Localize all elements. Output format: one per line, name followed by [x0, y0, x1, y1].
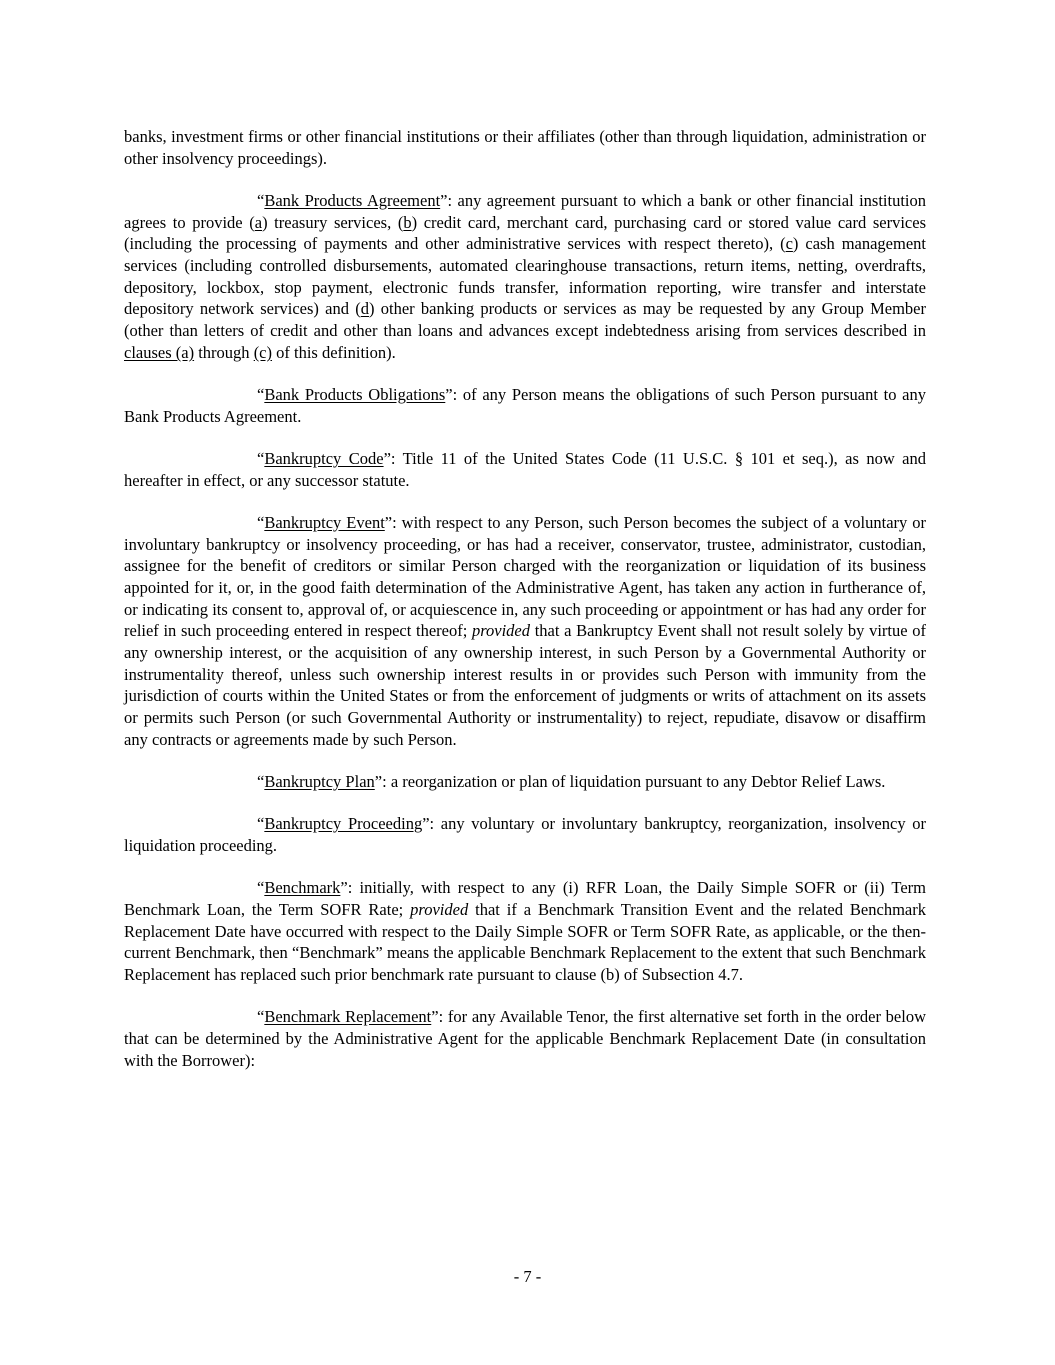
text-run: “ [257, 448, 265, 468]
defined-term: clauses (a) [124, 342, 195, 362]
text-run: “ [257, 190, 265, 210]
paragraph-banks-continuation [124, 126, 926, 169]
defined-term: Bankruptcy Code [264, 448, 384, 468]
text-run: ”: of any Person means the obligations of such Person pursuant to any Bank Products Agreement. [124, 385, 927, 426]
text-run: that if a Benchmark Transition Event and the related Benchmark Replacement Date have occurred with respect to the Daily Simple SOFR or Term SOFR Rate, as applicable, or the then-current Benchmark, then “Benchmark” means the applicable Benchmark Replacement to the extent that such Benchmark Replacement has replaced such prior benchmark rate pursuant to clause (b) of Subsection 4.7. [124, 899, 926, 984]
text-run: “ [257, 1007, 265, 1027]
definition-benchmark [124, 877, 926, 986]
text-run: ) treasury services, ( [262, 212, 404, 232]
definition-bankruptcy-code [124, 448, 926, 491]
defined-term: Bankruptcy Proceeding [264, 814, 423, 834]
defined-term: Bankruptcy Plan [264, 772, 375, 792]
text-run: “ [257, 814, 265, 834]
italic-text: provided [471, 621, 531, 641]
text-run: ) credit card, merchant card, purchasing card or stored value card services (including the processing of payments and other administrative services with respect thereto), ( [124, 212, 926, 254]
defined-term: (c) [253, 342, 273, 362]
text-run: that a Bankruptcy Event shall not result solely by virtue of any ownership interest, or the acquisition of any ownership interest, in such Person by a Governmental Authority or instrumentality thereof, unless such ownership interest results in or provides such Person with immunity from the jurisdiction of courts within the United States or from the enforcement of judgments or writs of attachment on its assets or permits such Person (or such Governmental Authority or instrumentality) to reject, repudiate, disavow or disaffirm any contracts or agreements made by such Person. [124, 621, 926, 749]
definition-benchmark-replacement [124, 1006, 926, 1071]
text-run: of this definition). [272, 342, 396, 362]
definition-bank-products-obligations [124, 384, 926, 427]
page-number: - 7 - [513, 1267, 542, 1286]
defined-term: a [254, 212, 263, 232]
text-run: ) cash management services (including controlled disbursements, automated clearinghouse transactions, return items, netting, overdrafts, depository, lockbox, stop payment, electronic funds transfer, information reporting, wire transfer and interstate depository network services) and ( [124, 234, 926, 319]
text-run: ”: Title 11 of the United States Code (11 U.S.C. § 101 et seq.), as now and hereafter in effect, or any successor statute. [124, 448, 926, 490]
text-run: banks, investment firms or other financial institutions or their affiliates (other than through liquidation, administration or other insolvency proceedings). [124, 127, 926, 168]
defined-term: Benchmark [264, 878, 341, 898]
definition-bankruptcy-event [124, 512, 926, 751]
defined-term: Bank Products Obligations [264, 385, 446, 405]
definition-bank-products-agreement [124, 190, 926, 364]
defined-term: c [785, 234, 793, 254]
text-run: ”: with respect to any Person, such Person becomes the subject of a voluntary or involuntary bankruptcy or insolvency proceeding, or has had a receiver, conservator, trustee, administrator, custodian, assignee for the benefit of creditors or similar Person charged with the reorganization or liquidation of its business appointed for it, or, in the good faith determination of the Administrative Agent, has taken any action in furtherance of, or indicating its consent to, approval of, or acquiescence in, any such proceeding or appointment or has had any order for relief in such proceeding entered in respect thereof; [124, 512, 926, 641]
text-run: “ [257, 772, 265, 792]
italic-text: provided [410, 899, 469, 919]
text-run: “ [257, 878, 265, 898]
text-run: ”: any voluntary or involuntary bankruptcy, reorganization, insolvency or liquidation proceeding. [124, 814, 926, 855]
definition-bankruptcy-proceeding [124, 813, 926, 856]
text-run: ) other banking products or services as may be requested by any Group Member (other than letters of credit and other than loans and advances except indebtedness arising from services described in [124, 299, 926, 341]
text-run: “ [257, 385, 265, 405]
text-run: ”: for any Available Tenor, the first alternative set forth in the order below that can be determined by the Administrative Agent for the applicable Benchmark Replacement Date (in consultation with the Borrower): [124, 1007, 927, 1070]
defined-term: Bankruptcy Event [264, 512, 385, 532]
text-run: “ [257, 512, 265, 532]
text-run: ”: any agreement pursuant to which a bank or other financial institution agrees to provide ( [124, 190, 927, 232]
text-run: through [194, 342, 254, 362]
document-page [124, 126, 926, 1092]
defined-term: b [403, 212, 412, 232]
defined-term: Bank Products Agreement [264, 190, 441, 210]
defined-term: Benchmark Replacement [264, 1007, 432, 1027]
definition-bankruptcy-plan [124, 771, 926, 793]
text-run: ”: initially, with respect to any (i) RFR Loan, the Daily Simple SOFR or (ii) Term Benchmark Loan, the Term SOFR Rate; [124, 878, 926, 919]
defined-term: d [360, 299, 369, 319]
text-run: ”: a reorganization or plan of liquidation pursuant to any Debtor Relief Laws. [374, 772, 886, 792]
